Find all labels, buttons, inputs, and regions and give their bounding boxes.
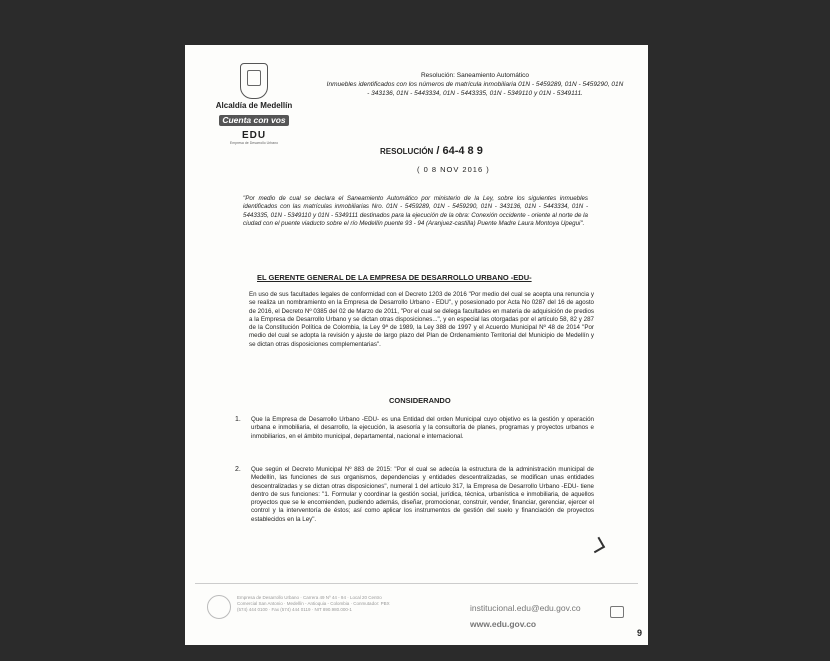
coat-of-arms-icon [240, 63, 268, 99]
page-number: 9 [637, 628, 643, 638]
resolution-num: / 64-4 8 9 [436, 145, 483, 157]
footer-website: www.edu.gov.co [470, 619, 537, 629]
manager-heading: EL GERENTE GENERAL DE LA EMPRESA DE DESARROLLO URBANO -EDU- [257, 273, 532, 282]
reference-description: Inmuebles identificados con los números de matrícula inmobiliaria 01N - 5459289, 01N - 5459290, 01N - 343136, 01N - 5443334, 01N - 5443335, 01N - 5349110 y 01N - 5349111. [326, 81, 624, 97]
footer-divider [195, 583, 638, 584]
list-item: Que según el Decreto Municipal Nº 883 de 2015: "Por el cual se adecúa la estructura de la administración municipal de Medellín, las funciones de sus organismos, dependencias y entidades descentralizadas, se modifican unas entidades descentralizadas y se dictan otras disposiciones", numeral 1 del artículo 317, la Empresa de Desarrollo Urbano -EDU- tiene dentro de sus funciones: "1. Formular y coordinar la gestión social, jurídica, técnica, urbanística e inmobiliaria, de aquellos proyectos que se le encomienden, pudiendo además, diseñar, promocionar, construir, vender, financiar, gerenciar, ejercer el control y la interventoría de éstos; así como aplicar los instrumentos de gestión del suelo y financiación de proyectos establecidos en la Ley". [251, 466, 594, 523]
page-footer [185, 581, 648, 645]
resolution-label: RESOLUCIÓN [380, 147, 434, 156]
document-page [185, 45, 648, 645]
item-number: 1. [235, 416, 241, 423]
recycle-icon [207, 595, 231, 619]
logo-alcaldia-text: Alcaldía de Medellín [215, 101, 293, 110]
certification-badge-icon [610, 606, 624, 618]
resolution-summary: "Por medio de cual se declara el Saneamiento Automático por ministerio de la Ley, sobre los siguientes inmuebles identificados con las matrículas inmobiliarias Nro. 01N - 5459289, 01N - 5459290, 01N - 343136, 01N - 5443334, 01N - 5443335, 01N - 5349110 y 01N - 5349111 destinados para la ejecución de la obra: Conexión occidente - oriente al norte de la ciudad con el puente viaducto sobre el río Medellín puente 93 - 94 (Aranjuez-castilla) Puente Madre Laura Montoya Upegui". [243, 195, 588, 227]
logo-edu-subtitle: Empresa de Desarrollo Urbano [229, 141, 279, 145]
logo-slogan: Cuenta con vos [219, 115, 288, 126]
header-reference [325, 71, 625, 98]
alcaldia-logo [209, 63, 299, 145]
footer-email: institucional.edu@edu.gov.co [470, 603, 581, 613]
resolution-number [380, 145, 483, 157]
resolution-date: ( 0 8 NOV 2016 ) [417, 165, 490, 174]
list-item: Que la Empresa de Desarrollo Urbano -EDU- es una Entidad del orden Municipal cuyo objetivo es la gestión y operación urbana e inmobiliaria, el desarrollo, la ejecución, la asesoría y la consultoría de planes, programas y proyectos urbanos e inmobiliarios, en el ámbito municipal, departamental, nacional e internacional. [251, 416, 594, 440]
intro-paragraph: En uso de sus facultades legales de conformidad con el Decreto 1203 de 2016 "Por medio del cual se acepta una renuncia y se realiza un nombramiento en la Empresa de Desarrollo Urbano - EDU", y posesionado por Acta No 0287 del 16 de agosto de 2016, el Decreto Nº 0385 del 02 de Marzo de 2011, "Por el cual se delega facultades en materia de adquisición de predios a la Empresa de Desarrollo Urbano y se dictan otras disposiciones...", y en especial las otorgadas por el artículo 58, 82 y 287 de la Constitución Política de Colombia, la Ley 9ª de 1989, la Ley 388 de 1997 y el Acuerdo Municipal Nº 48 de 2014 "Por medio del cual se adopta la revisión y ajuste de largo plazo del Plan de Ordenamiento Territorial del Municipio de Medellín y se dictan otras disposiciones complementarias". [249, 291, 594, 348]
logo-edu: EDU [241, 130, 267, 141]
reference-title: Resolución: Saneamiento Automático [420, 72, 530, 79]
signature-mark-icon [589, 537, 605, 553]
considering-heading: CONSIDERANDO [389, 396, 451, 405]
footer-address: Empresa de Desarrollo Urbano · Carrera 49 Nº 44 - 94 · Local 20 Centro Comercial San Antonio · Medellín - Antioquia - Colombia · Conmutador: PBX (574) 444 0100 · Fax (574) 444 0119 · NIT 890.980.000-1 [237, 595, 390, 612]
item-number: 2. [235, 466, 241, 473]
